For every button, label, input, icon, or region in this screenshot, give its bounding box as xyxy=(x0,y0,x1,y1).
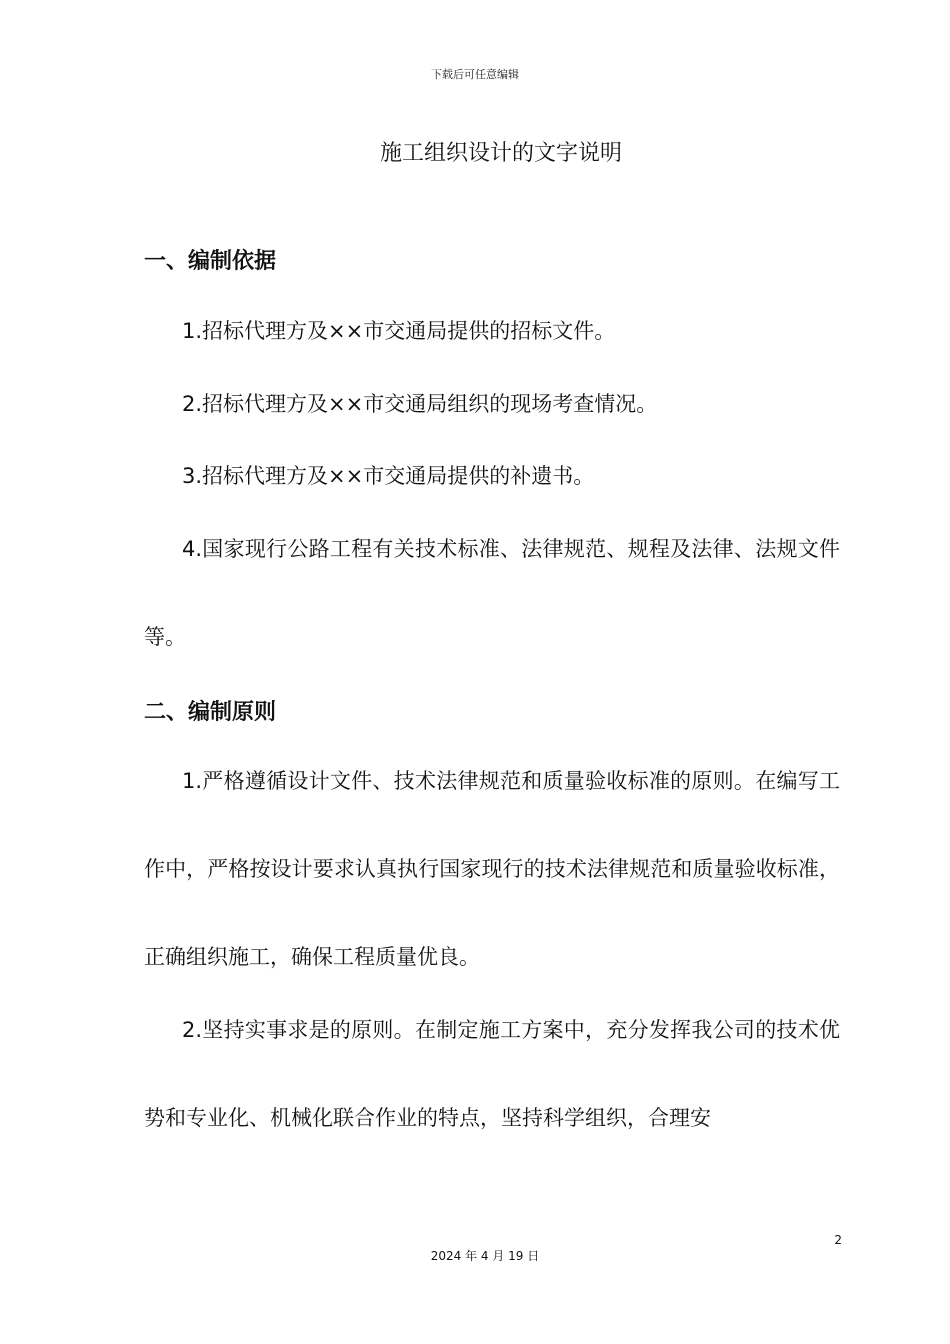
paragraph-basis-1: 1.招标代理方及××市交通局提供的招标文件。 xyxy=(182,319,616,343)
section-heading-basis: 一、编制依据 xyxy=(144,249,277,274)
header-note: 下载后可任意编辑 xyxy=(431,68,519,81)
page-number: 2 xyxy=(834,1233,842,1247)
paragraph-principles-1: 1.严格遵循设计文件、技术法律规范和质量验收标准的原则。在编写工作中，严格按设计要求认真执行国家现行的技术法律规范和质量验收标准，正确组织施工，确保工程质量优良。 xyxy=(144,769,840,969)
paragraph-basis-3: 3.招标代理方及××市交通局提供的补遗书。 xyxy=(182,464,595,488)
paragraph-basis-2: 2.招标代理方及××市交通局组织的现场考查情况。 xyxy=(182,392,658,416)
footer-date: 2024 年 4 月 19 日 xyxy=(430,1249,540,1263)
document-title: 施工组织设计的文字说明 xyxy=(379,141,622,166)
paragraph-basis-4: 4.国家现行公路工程有关技术标准、法律规范、规程及法律、法规文件等。 xyxy=(144,537,840,649)
paragraph-principles-2: 2.坚持实事求是的原则。在制定施工方案中，充分发挥我公司的技术优势和专业化、机械化联合作业的特点，坚持科学组织，合理安 xyxy=(144,1018,840,1130)
section-heading-principles: 二、编制原则 xyxy=(144,700,277,725)
